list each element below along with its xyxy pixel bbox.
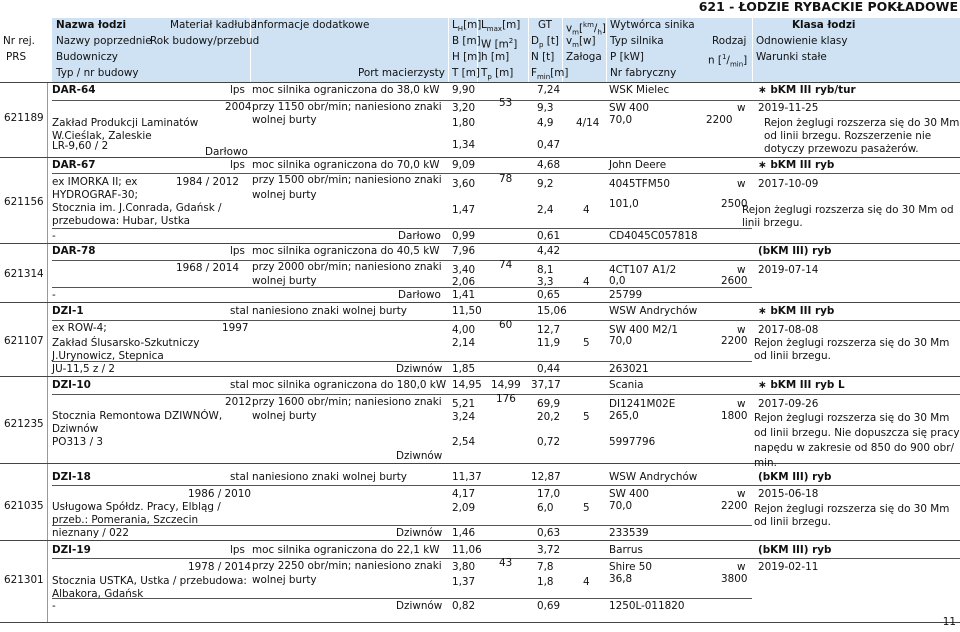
beam: 3,20 xyxy=(452,102,476,114)
home-port: Darłowo xyxy=(205,146,248,158)
length-h: 9,09 xyxy=(452,159,476,171)
net-tonnage: 3,3 xyxy=(537,276,554,288)
info-line-3: wolnej burty xyxy=(252,574,317,586)
build-year: 2004 xyxy=(225,101,252,113)
header-dp: $D_p$ [t] xyxy=(531,35,559,50)
record-id: 621035 xyxy=(4,500,44,512)
build-year: 1978 / 2014 xyxy=(188,561,251,573)
header-build-type: Typ / nr budowy xyxy=(56,67,139,79)
vessel-class: ∗ bKM III ryb L xyxy=(758,379,845,391)
engine-kind: w xyxy=(737,264,746,276)
header-name: Nazwa łodzi xyxy=(56,19,127,31)
builder: Zakład Ślusarsko-Szkutniczy J.Urynowicz, Stepnica xyxy=(52,337,200,362)
info-line-3: wolnej burty xyxy=(252,410,317,422)
engine-serial: CD4045C057818 xyxy=(609,230,698,242)
header-crew: Załoga xyxy=(566,51,602,63)
header-port: Port macierzysty xyxy=(358,67,445,79)
engine-serial: 5997796 xyxy=(609,436,656,448)
depth: 2,09 xyxy=(452,502,476,514)
header-prs: PRS xyxy=(6,51,27,63)
hull-material: stal xyxy=(230,305,249,317)
net-tonnage: 1,8 xyxy=(537,576,554,588)
header-engine-type: Typ silnika xyxy=(610,35,664,47)
header-renewal: Odnowienie klasy xyxy=(756,35,848,47)
info-line-2: przy 2000 obr/min; naniesiono znaki xyxy=(252,261,442,273)
net-tonnage: 6,0 xyxy=(537,502,554,514)
beam: 3,80 xyxy=(452,561,476,573)
hull-material: stal xyxy=(230,379,249,391)
engine-serial: 1250L-011820 xyxy=(609,600,685,612)
beam: 3,60 xyxy=(452,178,476,190)
header-b: B [m] xyxy=(452,35,481,47)
vessel-class: (bKM III) ryb xyxy=(758,471,832,483)
header-t: T [m] xyxy=(452,67,480,79)
length-max: 15,06 xyxy=(537,305,567,317)
engine-maker: John Deere xyxy=(609,159,667,171)
permanent-conditions: Rejon żeglugi rozszerza się do 30 Mm od linii brzegu. xyxy=(754,337,950,362)
info-line-1: moc silnika ograniczona do 38,0 kW xyxy=(252,84,440,96)
info-line-3: wolnej burty xyxy=(252,114,317,126)
crew: 5 xyxy=(583,337,590,349)
engine-rpm: 2500 xyxy=(721,198,748,210)
displacement: 69,9 xyxy=(537,398,561,410)
info-line-3: wolnej burty xyxy=(252,275,317,287)
freeboard: 0,63 xyxy=(537,527,561,539)
permanent-conditions: Rejon żeglugi rozszerza się do 30 Mm od linii brzegu. xyxy=(742,204,954,229)
beam: 4,00 xyxy=(452,324,476,336)
hull-material: lps xyxy=(230,245,245,257)
header-engine-maker: Wytwórca sinika xyxy=(610,19,695,31)
header-fmin: $F_{min}[m]$ xyxy=(531,67,569,82)
class-renewal: 2019-07-14 xyxy=(758,264,819,276)
depth: 1,37 xyxy=(452,576,476,588)
header-power: P [kW] xyxy=(610,51,644,63)
build-type: JU-11,5 z / 2 xyxy=(52,363,116,375)
page-number: 11 xyxy=(942,616,956,628)
builder: Stocznia im. J.Conrada, Gdańsk / przebudowa: Hubar, Ustka xyxy=(52,202,222,227)
crew: 5 xyxy=(583,411,590,423)
builder: Zakład Produkcji Laminatów W.Cieślak, Zaleskie xyxy=(52,117,199,142)
info-line-2: przy 1600 obr/min; naniesiono znaki xyxy=(252,396,442,408)
area-w: 60 xyxy=(499,319,513,331)
home-port: Dziwnów xyxy=(396,450,443,462)
vessel-class: (bKM III) ryb xyxy=(758,544,832,556)
header-w: W $[m^2]$ xyxy=(481,37,518,51)
hull-material: lps xyxy=(230,544,245,556)
header-lmax: $L_{max}[m]$ xyxy=(481,19,521,34)
vessel-class: ∗ bKM III ryb/tur xyxy=(758,84,856,96)
engine-power: 36,8 xyxy=(609,573,633,585)
net-tonnage: 4,9 xyxy=(537,117,554,129)
header-h: H [m] xyxy=(452,51,482,63)
gross-tonnage: 17,0 xyxy=(537,488,561,500)
build-year: 1997 xyxy=(222,322,249,334)
crew: 4 xyxy=(583,276,590,288)
info-line-1: naniesiono znaki wolnej burty xyxy=(252,305,407,317)
info-line-2: przy 1150 obr/min; naniesiono znaki xyxy=(252,101,442,113)
build-type: PO313 / 3 xyxy=(52,436,103,448)
area-w: 53 xyxy=(499,97,513,109)
beam: 5,21 xyxy=(452,398,476,410)
length-h: 9,90 xyxy=(452,84,476,96)
draft: 1,46 xyxy=(452,527,476,539)
gross-tonnage: 37,17 xyxy=(531,379,561,391)
freeboard: 0,47 xyxy=(537,139,561,151)
hull-material: stal xyxy=(230,471,249,483)
header-vm: $v_m[^{km}/_h]$ xyxy=(566,21,606,37)
header-rpm: n $[^1/_{min}]$ xyxy=(708,53,748,69)
build-year: 1986 / 2010 xyxy=(188,488,251,500)
hull-material: lps xyxy=(230,159,245,171)
build-type: LR-9,60 / 2 xyxy=(52,140,109,152)
length-h: 11,06 xyxy=(452,544,482,556)
engine-type: Shire 50 xyxy=(609,561,653,573)
home-port: Dziwnów xyxy=(396,363,443,375)
engine-rpm: 2200 xyxy=(706,114,733,126)
engine-rpm: 2200 xyxy=(721,335,748,347)
build-type: nieznany / 022 xyxy=(52,527,129,539)
beam: 4,17 xyxy=(452,488,476,500)
engine-type: SW 400 xyxy=(609,488,650,500)
beam: 3,40 xyxy=(452,264,476,276)
class-renewal: 2017-09-26 xyxy=(758,398,819,410)
crew: 4 xyxy=(583,576,590,588)
draft: 0,99 xyxy=(452,230,476,242)
info-line-3: wolnej burty xyxy=(252,189,317,201)
engine-maker: Scania xyxy=(609,379,644,391)
freeboard: 0,65 xyxy=(537,289,561,301)
header-class: Klasa łodzi xyxy=(792,19,856,31)
engine-maker: WSK Mielec xyxy=(609,84,670,96)
engine-kind: w xyxy=(737,398,746,410)
gross-tonnage: 7,8 xyxy=(537,561,554,573)
length-max: 12,87 xyxy=(531,471,561,483)
class-renewal: 2015-06-18 xyxy=(758,488,819,500)
engine-power: 265,0 xyxy=(609,410,639,422)
class-renewal: 2017-08-08 xyxy=(758,324,819,336)
draft: 1,41 xyxy=(452,289,476,301)
length-max: 4,68 xyxy=(537,159,561,171)
build-year: 1984 / 2012 xyxy=(176,176,239,188)
length-max: 3,72 xyxy=(537,544,561,556)
crew: 4/14 xyxy=(576,117,600,129)
header-hh: h [m] xyxy=(481,51,510,63)
crew: 4 xyxy=(583,204,590,216)
previous-names: ex ROW-4; xyxy=(52,322,107,334)
length-h: 14,95 xyxy=(452,379,482,391)
builder: Stocznia Remontowa DZIWNÓW, Dziwnów xyxy=(52,410,223,435)
depth: 2,14 xyxy=(452,337,476,349)
class-renewal: 2019-11-25 xyxy=(758,102,819,114)
class-renewal: 2017-10-09 xyxy=(758,178,819,190)
info-line-1: naniesiono znaki wolnej burty xyxy=(252,471,407,483)
draft: 1,85 xyxy=(452,363,476,375)
engine-serial: 25799 xyxy=(609,289,643,301)
freeboard: 0,61 xyxy=(537,230,561,242)
engine-serial: 233539 xyxy=(609,527,649,539)
previous-names: ex IMORKA II; ex HYDROGRAF-30; xyxy=(52,176,138,201)
vessel-class: ∗ bKM III ryb xyxy=(758,305,835,317)
header-gt: GT xyxy=(538,19,553,31)
engine-type: SW 400 xyxy=(609,102,650,114)
engine-kind: w xyxy=(737,102,746,114)
length-max: 14,99 xyxy=(491,379,521,391)
draft: 0,82 xyxy=(452,600,476,612)
depth: 1,80 xyxy=(452,117,476,129)
record-id: 621107 xyxy=(4,335,44,347)
length-max: 4,42 xyxy=(537,245,561,257)
home-port: Dziwnów xyxy=(396,527,443,539)
engine-rpm: 2200 xyxy=(721,500,748,512)
length-h: 11,50 xyxy=(452,305,482,317)
length-max: 7,24 xyxy=(537,84,561,96)
builder: Usługowa Spółdz. Pracy, Elbląg / przeb.: Pomerania, Szczecin xyxy=(52,501,221,526)
gross-tonnage: 9,3 xyxy=(537,102,554,114)
record-id: 621314 xyxy=(4,268,44,280)
header-tp: $T_p$ [m] xyxy=(481,67,514,82)
engine-type: 4CT107 A1/2 xyxy=(609,264,677,276)
permanent-conditions: Rejon żeglugi rozszerza się do 30 Mm od linii brzegu. Nie dopuszcza się pracy napędu w zakresie od 850 do 900 obr/ min. xyxy=(754,412,960,469)
engine-type: SW 400 M2/1 xyxy=(609,324,678,336)
area-w: 78 xyxy=(499,173,513,185)
gross-tonnage: 9,2 xyxy=(537,178,554,190)
home-port: Dziwnów xyxy=(396,600,443,612)
build-type: - xyxy=(52,230,56,242)
net-tonnage: 2,4 xyxy=(537,204,554,216)
permanent-conditions: Rejon żeglugi rozszerza się do 30 Mm od linii brzegu. xyxy=(754,503,950,528)
engine-power: 70,0 xyxy=(609,500,633,512)
hull-material: lps xyxy=(230,84,245,96)
header-n: N [t] xyxy=(531,51,555,63)
depth: 3,24 xyxy=(452,411,476,423)
record-id: 621156 xyxy=(4,196,44,208)
area-w: 74 xyxy=(499,259,513,271)
engine-kind: w xyxy=(737,488,746,500)
class-renewal: 2019-02-11 xyxy=(758,561,819,573)
info-line-1: moc silnika ograniczona do 22,1 kW xyxy=(252,544,440,556)
engine-maker: WSW Andrychów xyxy=(609,471,698,483)
engine-power: 101,0 xyxy=(609,198,639,210)
info-line-1: moc silnika ograniczona do 180,0 kW xyxy=(252,379,447,391)
header-conditions: Warunki stałe xyxy=(756,51,827,63)
boat-name: DAR-67 xyxy=(52,159,96,171)
gross-tonnage: 8,1 xyxy=(537,264,554,276)
engine-rpm: 1800 xyxy=(721,410,748,422)
build-year: 2012 xyxy=(225,396,252,408)
info-line-2: przy 2250 obr/min; naniesiono znaki xyxy=(252,560,442,572)
draft: 1,34 xyxy=(452,139,476,151)
freeboard: 0,44 xyxy=(537,363,561,375)
record-id: 621189 xyxy=(4,112,44,124)
header-serial: Nr fabryczny xyxy=(610,67,677,79)
header-rodzaj: Rodzaj xyxy=(712,35,747,47)
record-id: 621301 xyxy=(4,574,44,586)
boat-name: DAR-64 xyxy=(52,84,96,96)
builder: Stocznia USTKA, Ustka / przebudowa: Albakora, Gdańsk xyxy=(52,575,247,600)
engine-rpm: 2600 xyxy=(721,275,748,287)
engine-serial: 263021 xyxy=(609,363,649,375)
header-nr-rej: Nr rej. xyxy=(3,35,35,47)
draft: 2,54 xyxy=(452,436,476,448)
engine-kind: w xyxy=(737,561,746,573)
boat-name: DAR-78 xyxy=(52,245,96,257)
engine-power: 70,0 xyxy=(609,335,633,347)
boat-name: DZI-1 xyxy=(52,305,84,317)
header-prev-names: Nazwy poprzednie xyxy=(56,35,152,47)
engine-power: 0,0 xyxy=(609,275,626,287)
home-port: Darłowo xyxy=(398,230,441,242)
page-title: 621 - ŁODZIE RYBACKIE POKŁADOWE xyxy=(698,0,958,14)
engine-rpm: 3800 xyxy=(721,573,748,585)
length-h: 11,37 xyxy=(452,471,482,483)
gross-tonnage: 12,7 xyxy=(537,324,561,336)
freeboard: 0,69 xyxy=(537,600,561,612)
header-builder: Budowniczy xyxy=(56,51,118,63)
engine-kind: w xyxy=(737,324,746,336)
crew: 5 xyxy=(583,502,590,514)
net-tonnage: 11,9 xyxy=(537,337,561,349)
permanent-conditions: Rejon żeglugi rozszerza się do 30 Mm od linii brzegu. Rozszerzenie nie dotyczy przewozu pasażerów. xyxy=(764,117,960,155)
engine-power: 70,0 xyxy=(609,114,633,126)
home-port: Darłowo xyxy=(398,289,441,301)
net-tonnage: 20,2 xyxy=(537,411,561,423)
build-type: - xyxy=(52,289,56,301)
depth: 1,47 xyxy=(452,204,476,216)
header-info: Informacje dodatkowe xyxy=(254,19,370,31)
build-type: - xyxy=(52,600,56,612)
area-w: 176 xyxy=(496,393,516,405)
engine-type: DI1241M02E xyxy=(609,398,676,410)
depth: 2,06 xyxy=(452,276,476,288)
engine-type: 4045TFM50 xyxy=(609,178,670,190)
header-year: Rok budowy/przebud xyxy=(150,35,260,47)
engine-maker: WSW Andrychów xyxy=(609,305,698,317)
length-h: 7,96 xyxy=(452,245,476,257)
record-id: 621235 xyxy=(4,418,44,430)
freeboard: 0,72 xyxy=(537,436,561,448)
header-vw: $v_m[w]$ xyxy=(566,35,596,50)
vessel-class: (bKM III) ryb xyxy=(758,245,832,257)
engine-maker: Barrus xyxy=(609,544,643,556)
info-line-1: moc silnika ograniczona do 70,0 kW xyxy=(252,159,440,171)
boat-name: DZI-10 xyxy=(52,379,91,391)
engine-kind: w xyxy=(737,178,746,190)
boat-name: DZI-18 xyxy=(52,471,91,483)
boat-name: DZI-19 xyxy=(52,544,91,556)
vessel-class: ∗ bKM III ryb xyxy=(758,159,835,171)
info-line-2: przy 1500 obr/min; naniesiono znaki xyxy=(252,174,442,186)
header-lh: $L_H[m]$ xyxy=(452,19,482,34)
info-line-1: moc silnika ograniczona do 40,5 kW xyxy=(252,245,440,257)
area-w: 43 xyxy=(499,557,513,569)
build-year: 1968 / 2014 xyxy=(176,262,239,274)
header-material: Materiał kadłuba xyxy=(170,19,257,31)
